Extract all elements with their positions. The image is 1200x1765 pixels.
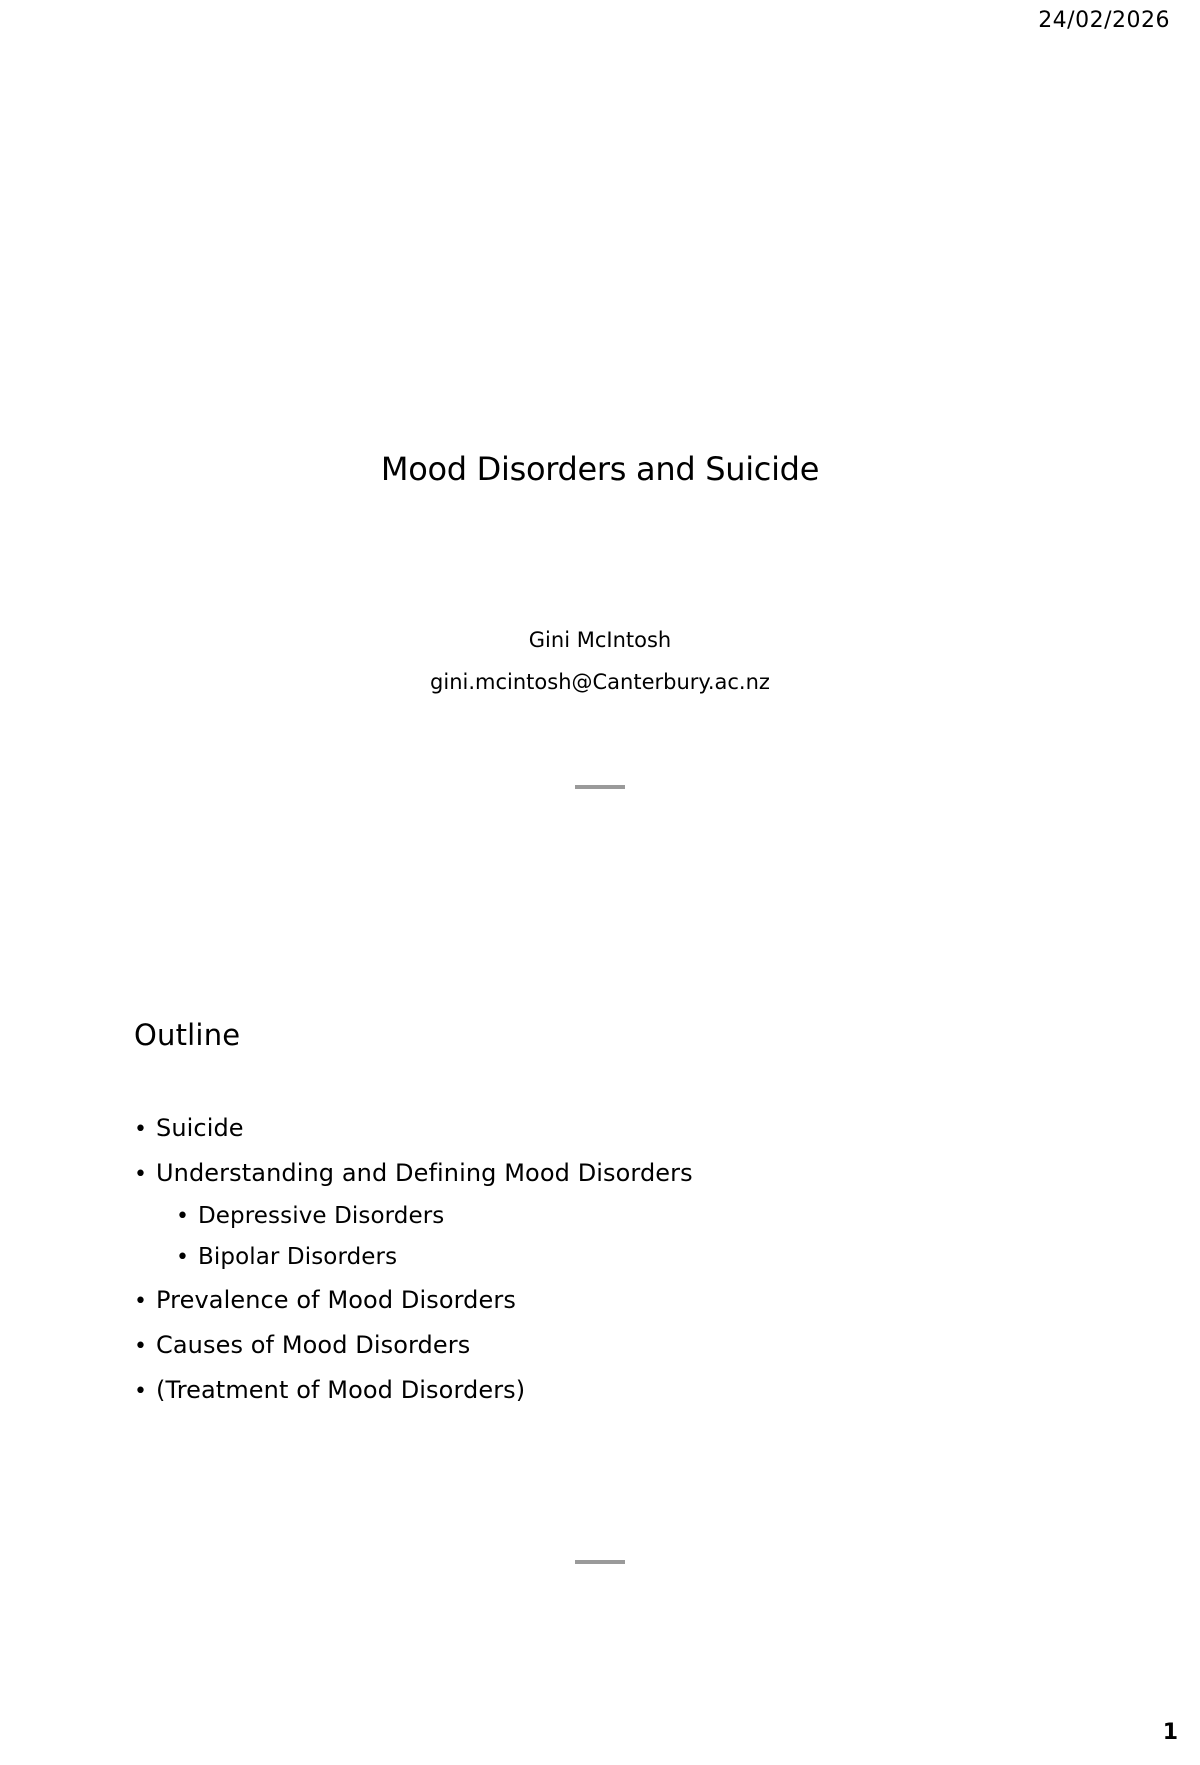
outline-item-label: Depressive Disorders <box>198 1203 445 1229</box>
outline-item <box>134 1323 693 1368</box>
bullet-icon: • <box>134 1334 148 1359</box>
outline-item-label: Suicide <box>156 1114 244 1142</box>
presentation-title: Mood Disorders and Suicide <box>380 450 820 488</box>
page-number: 1 <box>1162 1720 1178 1745</box>
outline-item <box>134 1278 693 1323</box>
outline-item-label: Understanding and Defining Mood Disorders <box>156 1159 693 1187</box>
page-date: 24/02/2026 <box>1038 8 1170 33</box>
bullet-icon: • <box>134 1289 148 1314</box>
outline-item <box>134 1151 693 1196</box>
bullet-icon: • <box>134 1117 148 1142</box>
bullet-icon: • <box>176 1204 190 1229</box>
slide-footer <box>0 785 1200 790</box>
bullet-icon: • <box>134 1379 148 1404</box>
outline-item-label: Prevalence of Mood Disorders <box>156 1286 516 1314</box>
outline-title: Outline <box>134 1018 241 1052</box>
outline-item <box>134 1106 693 1151</box>
slide-footer-text <box>575 785 625 789</box>
outline-item-label: Causes of Mood Disorders <box>156 1331 471 1359</box>
author-name: Gini McIntosh <box>528 628 672 652</box>
slide-footer <box>0 1560 1200 1565</box>
author-email: gini.mcintosh@Canterbury.ac.nz <box>430 670 770 694</box>
outline-subitem <box>134 1237 693 1278</box>
bullet-icon: • <box>134 1162 148 1187</box>
bullet-icon: • <box>176 1245 190 1270</box>
outline-bullet-list <box>134 1106 693 1413</box>
outline-item <box>134 1368 693 1413</box>
slide-footer-text <box>575 1560 625 1564</box>
outline-item-label: (Treatment of Mood Disorders) <box>156 1376 526 1404</box>
outline-subitem <box>134 1196 693 1237</box>
outline-item-label: Bipolar Disorders <box>198 1244 398 1270</box>
